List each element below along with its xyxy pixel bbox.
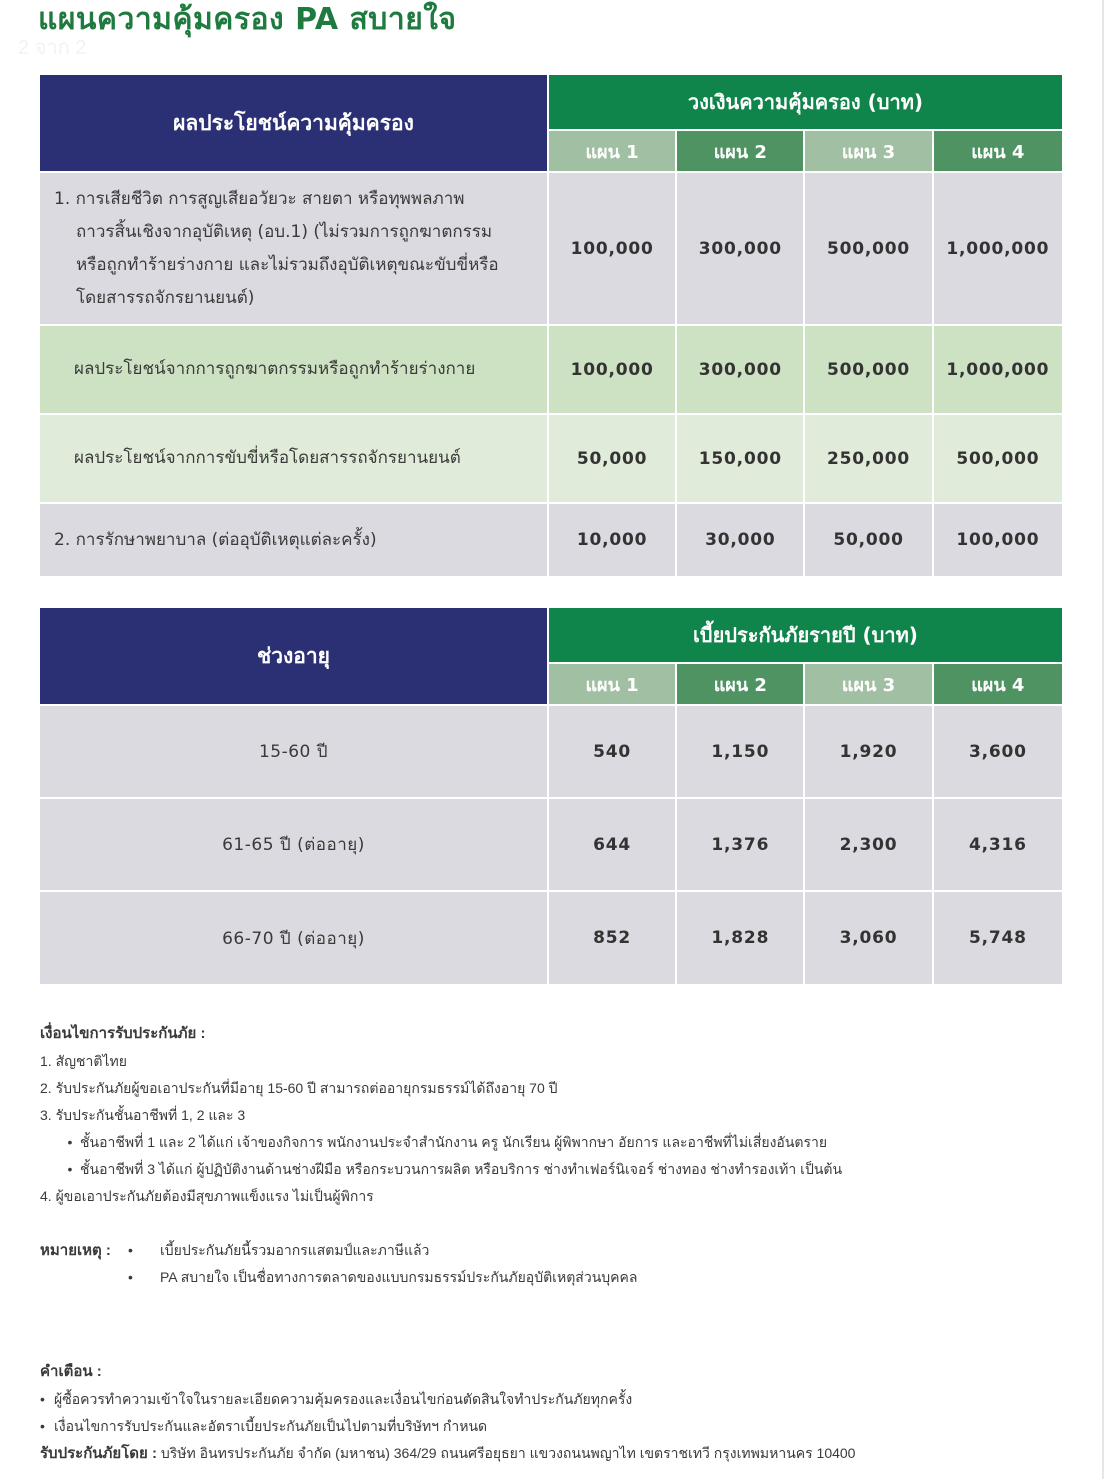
coverage-value: 500,000 <box>805 326 931 413</box>
condition-subitem-text: ชั้นอาชีพที่ 1 และ 2 ได้แก่ เจ้าของกิจการ พนักงานประจำสำนักงาน ครู นักเรียน ผู้พิพากษา อัยการ และอาชีพที่ไม่เสี่ยงอันตราย <box>80 1134 828 1150</box>
conditions-heading: เงื่อนไขการรับประกันภัย : <box>40 1025 206 1042</box>
table-row <box>40 706 1062 797</box>
condition-subitem <box>40 1156 842 1183</box>
benefit-label: ผลประโยชน์จากการถูกฆาตกรรมหรือถูกทำร้ายร่างกาย <box>40 326 547 413</box>
table-row <box>40 892 1062 984</box>
condition-item: 2. รับประกันภัยผู้ขอเอาประกันที่มีอายุ 15-60 ปี สามารถต่ออายุกรมธรรม์ได้ถึงอายุ 70 ปี <box>40 1080 558 1096</box>
plan-2-header: แผน 2 <box>677 131 803 171</box>
underwriter-text: บริษัท อินทรประกันภัย จำกัด (มหาชน) 364/29 ถนนศรีอยุธยา แขวงถนนพญาไท เขตราชเทวี กรุงเทพมหานคร 10400 <box>160 1445 856 1461</box>
remarks-section <box>40 1237 637 1291</box>
warning-item: เงื่อนไขการรับประกันและอัตราเบี้ยประกันภัยเป็นไปตามที่บริษัทฯ กำหนด <box>54 1418 488 1434</box>
coverage-value: 100,000 <box>934 504 1062 576</box>
coverage-header-amount: วงเงินความคุ้มครอง (บาท) <box>549 75 1062 129</box>
bullet-icon: • <box>128 1242 133 1258</box>
condition-item: 3. รับประกันชั้นอาชีพที่ 1, 2 และ 3 <box>40 1107 246 1123</box>
coverage-value: 500,000 <box>805 173 931 324</box>
coverage-value: 100,000 <box>549 326 675 413</box>
coverage-value: 10,000 <box>549 504 675 576</box>
premium-value: 3,600 <box>934 706 1062 797</box>
premium-value: 5,748 <box>934 892 1062 984</box>
bullet-icon: • <box>128 1269 133 1285</box>
bullet-icon: • <box>67 1161 73 1177</box>
page-title: แผนความคุ้มครอง PA สบายใจ <box>38 2 457 37</box>
coverage-value: 300,000 <box>677 326 803 413</box>
warning-section <box>40 1358 855 1467</box>
coverage-table <box>38 73 1064 578</box>
table-row <box>40 415 1062 502</box>
benefit-label: ผลประโยชน์จากการขับขี่หรือโดยสารรถจักรยานยนต์ <box>40 415 547 502</box>
premium-header-age: ช่วงอายุ <box>40 608 547 704</box>
premium-value: 4,316 <box>934 799 1062 890</box>
coverage-value: 500,000 <box>934 415 1062 502</box>
plan-1-header: แผน 1 <box>549 664 675 704</box>
warning-heading: คำเตือน : <box>40 1363 102 1380</box>
premium-value: 1,376 <box>677 799 803 890</box>
benefit-label <box>40 173 547 324</box>
premium-value: 644 <box>549 799 675 890</box>
plan-4-header: แผน 4 <box>934 664 1062 704</box>
premium-value: 1,828 <box>677 892 803 984</box>
bullet-icon: • <box>40 1391 45 1407</box>
premium-value: 2,300 <box>805 799 931 890</box>
benefit-label-line: 1. การเสียชีวิต การสูญเสียอวัยวะ สายตา หรือทุพพลภาพ <box>54 188 465 209</box>
condition-item: 4. ผู้ขอเอาประกันภัยต้องมีสุขภาพแข็งแรง ไม่เป็นผู้พิการ <box>40 1188 374 1204</box>
remarks-label: หมายเหตุ : <box>40 1242 111 1259</box>
coverage-value: 150,000 <box>677 415 803 502</box>
bullet-icon: • <box>67 1134 73 1150</box>
coverage-value: 50,000 <box>805 504 931 576</box>
underwriter-label: รับประกันภัยโดย : <box>40 1445 157 1462</box>
page-indicator: 2 จาก 2 <box>18 37 87 59</box>
premium-value: 3,060 <box>805 892 931 984</box>
premium-value: 540 <box>549 706 675 797</box>
age-range: 61-65 ปี (ต่ออายุ) <box>40 799 547 890</box>
remark-item: PA สบายใจ เป็นชื่อทางการตลาดของแบบกรมธรรม์ประกันภัยอุบัติเหตุส่วนบุคคล <box>160 1269 638 1285</box>
condition-item: 1. สัญชาติไทย <box>40 1053 127 1069</box>
age-range: 15-60 ปี <box>40 706 547 797</box>
remark-item: เบี้ยประกันภัยนี้รวมอากรแสตมป์และภาษีแล้ว <box>160 1242 430 1258</box>
table-row <box>40 326 1062 413</box>
coverage-header-benefits: ผลประโยชน์ความคุ้มครอง <box>40 75 547 171</box>
coverage-value: 250,000 <box>805 415 931 502</box>
coverage-value: 1,000,000 <box>934 173 1062 324</box>
coverage-value: 50,000 <box>549 415 675 502</box>
premium-header-annual: เบี้ยประกันภัยรายปี (บาท) <box>549 608 1062 662</box>
condition-subitem <box>40 1129 842 1156</box>
plan-3-header: แผน 3 <box>805 664 931 704</box>
premium-value: 852 <box>549 892 675 984</box>
age-range: 66-70 ปี (ต่ออายุ) <box>40 892 547 984</box>
bullet-icon: • <box>40 1418 45 1434</box>
warning-item: ผู้ซื้อควรทำความเข้าใจในรายละเอียดความคุ้มครองและเงื่อนไขก่อนตัดสินใจทำประกันภัยทุกครั้ง <box>54 1391 633 1407</box>
plan-1-header: แผน 1 <box>549 131 675 171</box>
premium-table <box>38 606 1064 986</box>
coverage-value: 1,000,000 <box>934 326 1062 413</box>
table-row <box>40 799 1062 890</box>
benefit-label-line: ถาวรสิ้นเชิงจากอุบัติเหตุ (อบ.1) (ไม่รวมการถูกฆาตกรรม <box>76 221 493 242</box>
benefit-label-line: หรือถูกทำร้ายร่างกาย และไม่รวมถึงอุบัติเหตุขณะขับขี่หรือ <box>76 254 499 275</box>
table-row <box>40 173 1062 324</box>
coverage-value: 300,000 <box>677 173 803 324</box>
benefit-label: 2. การรักษาพยาบาล (ต่ออุบัติเหตุแต่ละครั้ง) <box>40 504 547 576</box>
premium-value: 1,920 <box>805 706 931 797</box>
plan-3-header: แผน 3 <box>805 131 931 171</box>
premium-value: 1,150 <box>677 706 803 797</box>
coverage-value: 30,000 <box>677 504 803 576</box>
plan-4-header: แผน 4 <box>934 131 1062 171</box>
scrollbar[interactable] <box>1102 0 1104 1479</box>
plan-2-header: แผน 2 <box>677 664 803 704</box>
table-row <box>40 504 1062 576</box>
coverage-value: 100,000 <box>549 173 675 324</box>
condition-subitem-text: ชั้นอาชีพที่ 3 ได้แก่ ผู้ปฏิบัติงานด้านช่างฝีมือ หรือกระบวนการผลิต หรือบริการ ช่างทำเฟอร์นิเจอร์ ช่างทอง ช่างทำรองเท้า เป็นต้น <box>80 1161 843 1177</box>
conditions-section <box>40 1020 842 1210</box>
benefit-label-line: โดยสารรถจักรยานยนต์) <box>76 287 255 308</box>
